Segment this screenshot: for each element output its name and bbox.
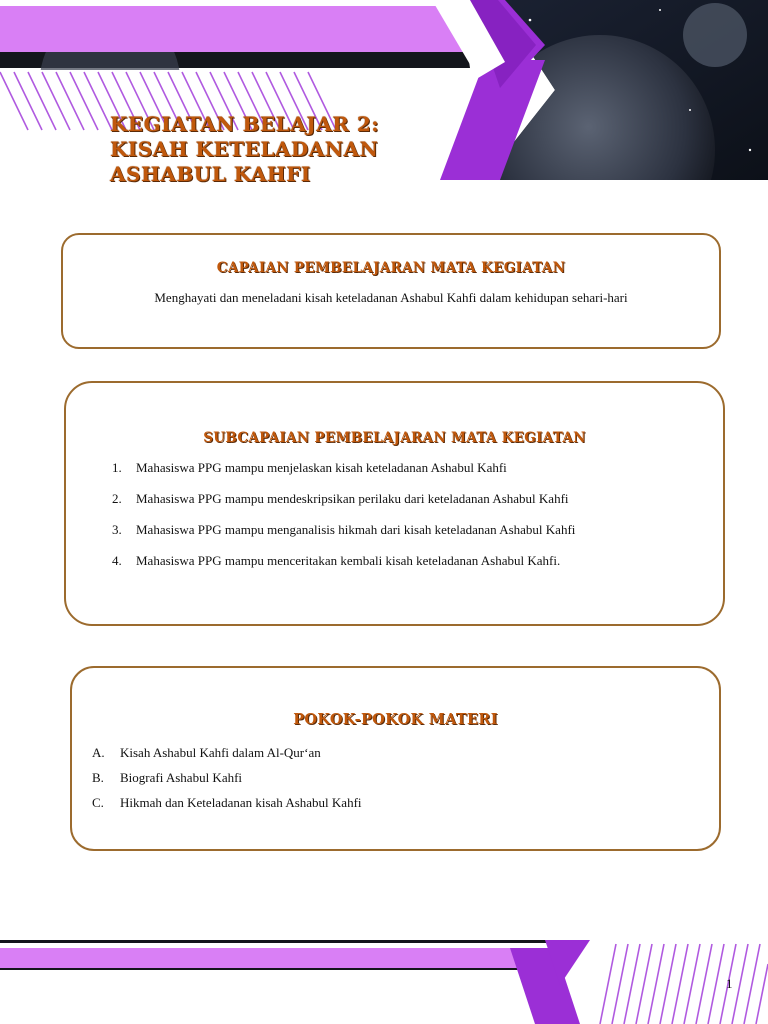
list-letter: C.: [92, 795, 104, 810]
list-text: Biografi Ashabul Kahfi: [120, 770, 243, 785]
footer-decoration: [0, 940, 768, 1024]
list-number: 4.: [112, 553, 122, 568]
list-item: [112, 460, 723, 491]
pokok-heading: POKOK-POKOK MATERI: [293, 711, 498, 728]
subcapaian-box: [64, 381, 725, 626]
capaian-box: [61, 233, 721, 349]
list-text: Mahasiswa PPG mampu menceritakan kembali kisah keteladanan Ashabul Kahfi.: [136, 553, 561, 568]
list-item: [92, 745, 719, 770]
list-number: 1.: [112, 460, 122, 475]
list-letter: A.: [92, 745, 105, 760]
page-number: 1: [726, 976, 733, 991]
list-text: Mahasiswa PPG mampu menganalisis hikmah dari kisah keteladanan Ashabul Kahfi: [136, 522, 576, 537]
title-line-1: KEGIATAN BELAJAR 2:: [110, 112, 380, 136]
subcapaian-list: [66, 460, 723, 584]
capaian-heading: CAPAIAN PEMBELAJARAN MATA KEGIATAN: [216, 260, 566, 276]
list-item: [112, 491, 723, 522]
list-item: [112, 522, 723, 553]
page-title: [110, 112, 379, 187]
list-letter: B.: [92, 770, 104, 785]
list-text: Kisah Ashabul Kahfi dalam Al-Qur‘an: [120, 745, 321, 760]
list-item: [92, 770, 719, 795]
list-item: [112, 553, 723, 584]
list-item: [92, 795, 719, 820]
list-text: Mahasiswa PPG mampu menjelaskan kisah keteladanan Ashabul Kahfi: [136, 460, 507, 475]
title-line-3: ASHABUL KAHFI: [110, 162, 311, 186]
pokok-materi-box: [70, 666, 721, 851]
title-line-2: KISAH KETELADANAN: [110, 137, 379, 161]
hatch-pattern-right: [600, 944, 768, 1024]
capaian-text: Menghayati dan meneladani kisah keteladanan Ashabul Kahfi dalam kehidupan sehari-hari: [154, 290, 628, 305]
list-number: 2.: [112, 491, 122, 506]
list-text: Mahasiswa PPG mampu mendeskripsikan perilaku dari keteladanan Ashabul Kahfi: [136, 491, 569, 506]
list-text: Hikmah dan Keteladanan kisah Ashabul Kahfi: [120, 795, 362, 810]
pokok-list: [72, 745, 719, 820]
list-number: 3.: [112, 522, 122, 537]
subcapaian-heading: SUBCAPAIAN PEMBELAJARAN MATA KEGIATAN: [203, 430, 586, 446]
